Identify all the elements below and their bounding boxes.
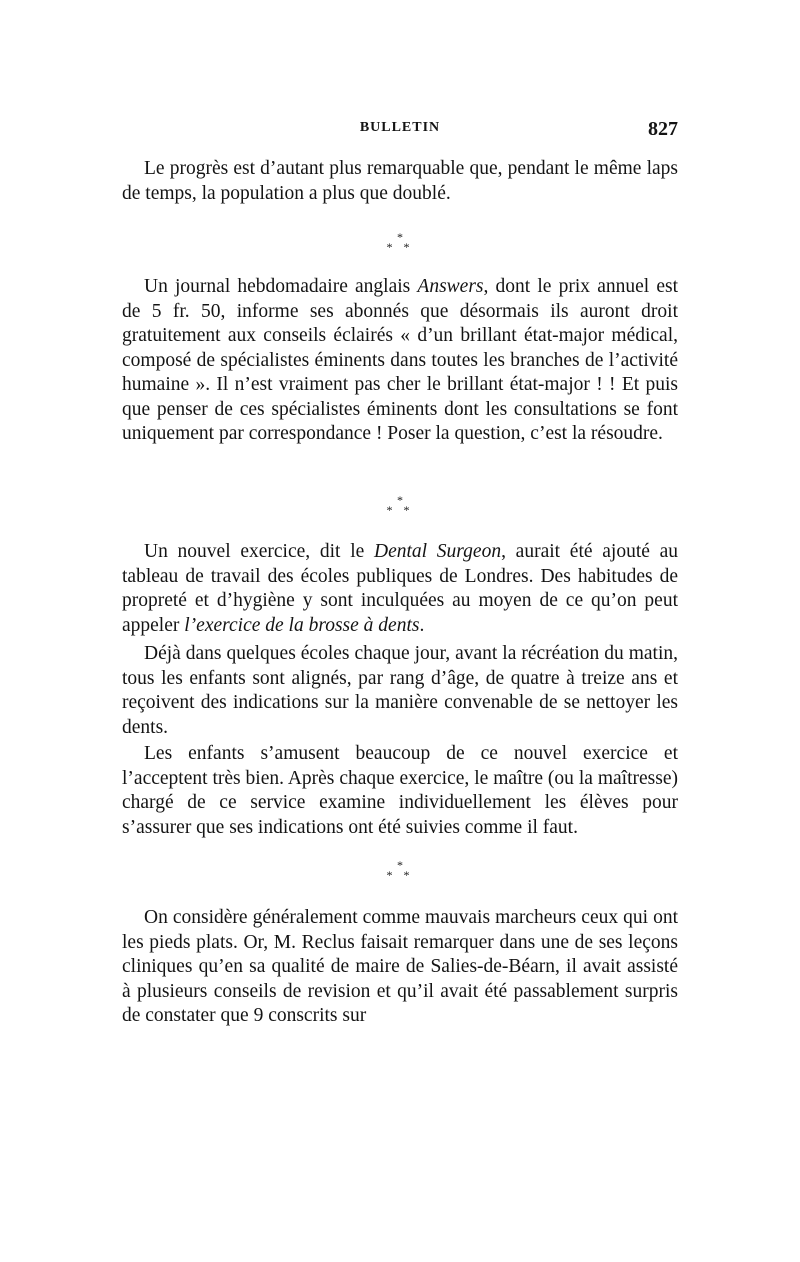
page-number: 827 <box>648 118 678 140</box>
paragraph-3: Un nouvel exercice, dit le Dental Surgeon, aurait été ajouté au tableau de travail des écoles publiques de Londres. Des habitudes de propreté et d’hygiène y sont inculquées au moyen de ce qu’on peut appeler l’exercice de la brosse à dents. <box>122 541 679 636</box>
asterism-separator-3: * * * <box>386 858 414 882</box>
paragraph-4: Déjà dans quelques écoles chaque jour, avant la récréation du matin, tous les enfants sont alignés, par rang d’âge, de quatre à treize ans et reçoivent des indications sur la manière convenable de se nettoyer les dents. <box>122 643 678 738</box>
journal-title-answers: Answers <box>417 276 484 297</box>
journal-title-dental-surgeon: Dental Surgeon <box>374 541 502 562</box>
paragraph-2: Un journal hebdomadaire anglais Answers, dont le prix annuel est de 5 fr. 50, informe ses abonnés que désormais ils auront droit gratuitement aux conseils éclairés « d’un brillant état-major médical, composé de spécialistes éminents dans toutes les branches de l’activité humaine ». Il n’est vraiment pas cher le brillant état-major ! ! Et puis que penser de ces spécialistes éminents dont les consultations se font uniquement par correspondance ! Poser la question, c’est la résoudre. <box>122 276 679 444</box>
paragraph-1 <box>122 157 678 206</box>
paragraph-6: On considère généralement comme mauvais marcheurs ceux qui ont les pieds plats. Or, M. Reclus faisait remarquer dans une de ses leçons cliniques qu’en sa qualité de maire de Salies-de-Béarn, il avait assisté à plusieurs conseils de revision et qu’il avait été passablement surpris de constater que 9 conscrits sur <box>122 907 678 1026</box>
paragraph-1-text: Le progrès est d’autant plus remarquable que, pendant le même laps de temps, la population a plus que doublé. <box>122 158 678 204</box>
running-title: BULLETIN <box>359 120 441 135</box>
page-header <box>122 118 678 142</box>
asterism-separator-2: * * * <box>386 493 414 517</box>
italic-phrase-brosse: l’exercice de la brosse à dents <box>184 614 420 636</box>
asterism-separator-1: * * * <box>386 230 414 254</box>
paragraph-5: Les enfants s’amusent beaucoup de ce nouvel exercice et l’acceptent très bien. Après chaque exercice, le maître (ou la maîtresse) chargé de ce service examine individuellement les élèves pour s’assurer que ses indications ont été suivies comme il faut. <box>122 743 678 838</box>
